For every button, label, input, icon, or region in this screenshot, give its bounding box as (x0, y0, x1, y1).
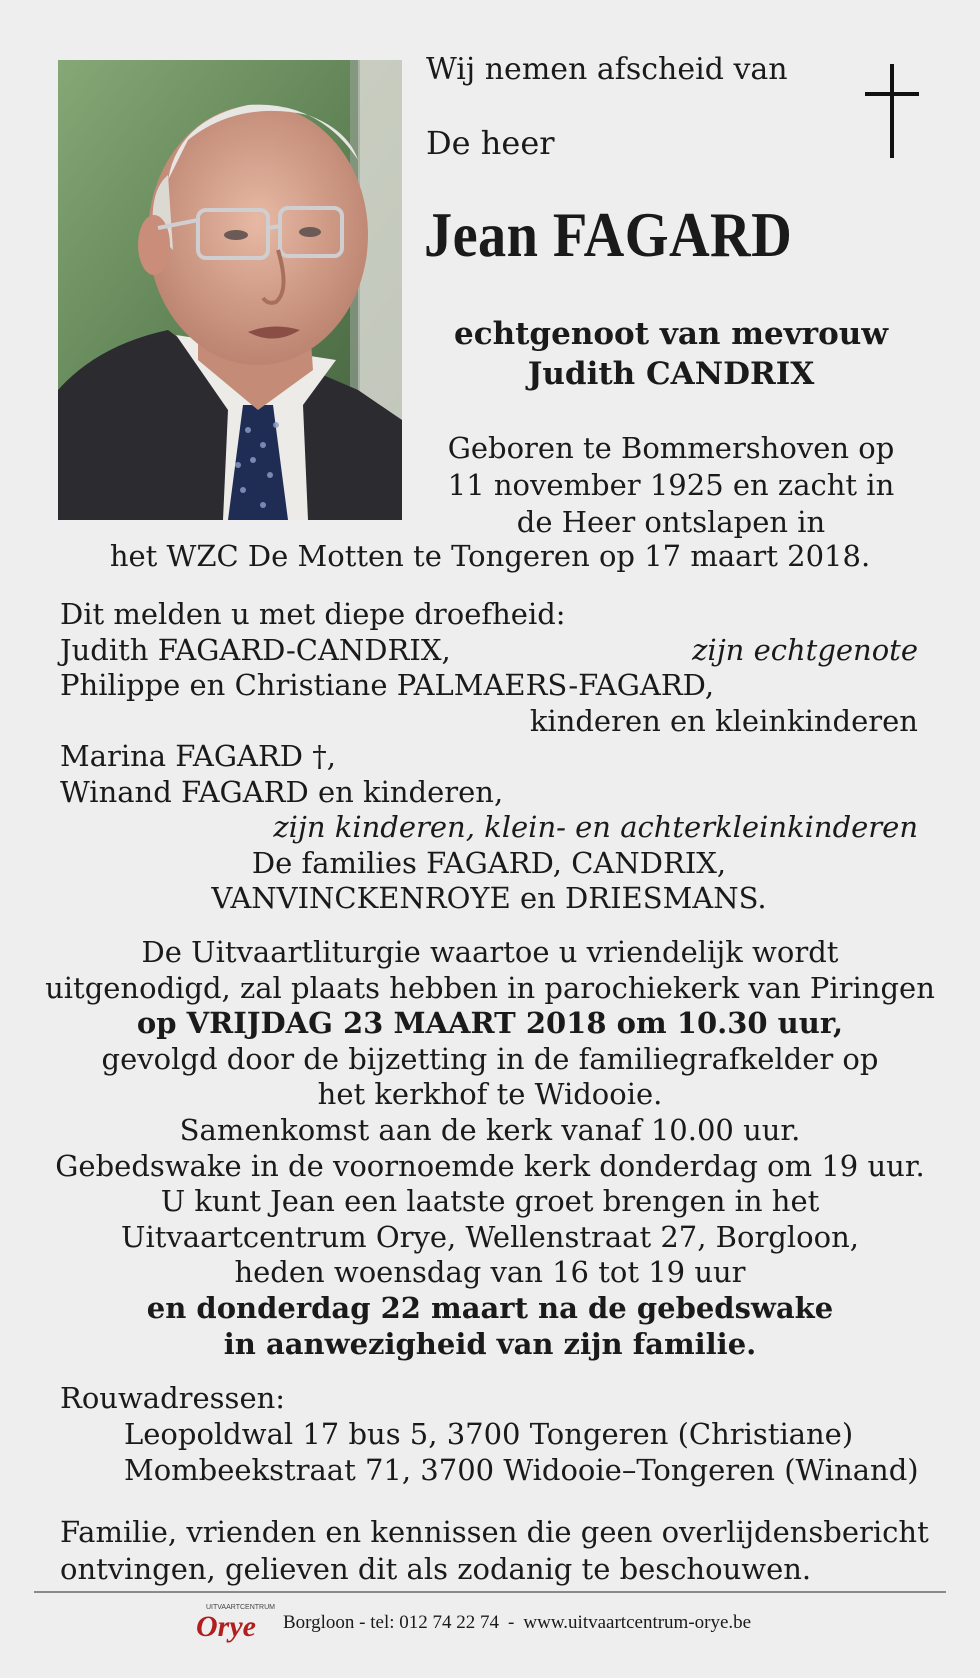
birth-death-block (430, 430, 912, 541)
funeral-details (40, 935, 940, 1362)
portrait-photo (58, 60, 402, 520)
footer-divider (34, 1591, 946, 1593)
address-line: Leopoldwal 17 bus 5, 3700 Tongeren (Christiane) (124, 1417, 854, 1451)
website-link[interactable]: www.uitvaartcentrum-orye.be (523, 1612, 752, 1633)
family-row (60, 810, 918, 846)
family-member: Judith FAGARD-CANDRIX, (60, 632, 451, 667)
relation-label: zijn kinderen, klein- en achterkleinkinderen (273, 810, 918, 844)
family-announcement (60, 597, 918, 917)
liturgy-line: Uitvaartcentrum Orye, Wellenstraat 27, Borgloon, (121, 1219, 859, 1254)
closing-line: Familie, vrienden en kennissen die geen overlijdensbericht (60, 1515, 929, 1549)
funeral-home-footer (0, 1600, 980, 1650)
visitation-line: in aanwezigheid van zijn familie. (223, 1326, 757, 1361)
liturgy-line: uitgenodigd, zal plaats hebben in parochiekerk van Piringen (45, 970, 935, 1005)
address-line: Mombeekstraat 71, 3700 Widooie–Tongeren (Winand) (124, 1453, 919, 1487)
addresses-heading: Rouwadressen: (60, 1381, 286, 1415)
separator: - (508, 1612, 515, 1633)
death-place-line: het WZC De Motten te Tongeren op 17 maart 2018. (109, 539, 871, 573)
family-row (60, 633, 918, 669)
portrait-illustration (58, 60, 402, 520)
family-member: Marina FAGARD †, (60, 739, 336, 773)
logo-wordmark: Orye (196, 1610, 256, 1643)
visitation-line: en donderdag 22 maart na de gebedswake (146, 1290, 834, 1325)
liturgy-line: De Uitvaartliturgie waartoe u vriendelijk wordt (141, 935, 839, 969)
family-row (60, 704, 918, 740)
phone-text: Borgloon - tel: 012 74 22 74 (283, 1612, 500, 1633)
intro-text: Wij nemen afscheid van (426, 52, 788, 87)
spouse-label: echtgenoot van mevrouw (453, 316, 889, 352)
spouse-block (430, 314, 912, 394)
liturgy-line: het kerkhof te Widooie. (317, 1077, 663, 1112)
spouse-name: Judith CANDRIX (527, 356, 815, 392)
deceased-name: Jean FAGARD (424, 199, 793, 270)
family-names: De families FAGARD, CANDRIX, (251, 845, 727, 880)
relation-label: kinderen en kleinkinderen (529, 703, 918, 738)
liturgy-line: Samenkomst aan de kerk vanaf 10.00 uur. (179, 1112, 801, 1147)
condolence-addresses (60, 1380, 919, 1488)
birth-line: 11 november 1925 en zacht in (447, 468, 895, 502)
liturgy-line: Gebedswake in de voornoemde kerk donderdag om 19 uur. (55, 1148, 925, 1183)
announcement-intro: Dit melden u met diepe droefheid: (60, 597, 566, 631)
honorific: De heer (426, 124, 555, 162)
logo-subtitle: UITVAARTCENTRUM (206, 1604, 275, 1611)
liturgy-line: heden woensdag van 16 tot 19 uur (234, 1255, 746, 1290)
contact-info (283, 1612, 751, 1634)
birth-line: Geboren te Bommershoven op (447, 431, 895, 465)
relation-label: zijn echtgenote (692, 632, 918, 667)
cross-icon (865, 64, 919, 158)
birth-line: de Heer ontslapen in (516, 505, 826, 539)
family-member: Philippe en Christiane PALMAERS-FAGARD, (60, 668, 715, 702)
funeral-date: op VRIJDAG 23 MAART 2018 om 10.30 uur, (136, 1006, 844, 1041)
liturgy-line: gevolgd door de bijzetting in de familiegrafkelder op (101, 1041, 879, 1076)
closing-note (60, 1514, 940, 1588)
closing-line: ontvingen, gelieven dit als zodanig te beschouwen. (60, 1552, 812, 1586)
liturgy-line: U kunt Jean een laatste groet brengen in het (160, 1184, 820, 1219)
family-member: Winand FAGARD en kinderen, (60, 774, 504, 809)
family-names: VANVINCKENROYE en DRIESMANS. (211, 881, 767, 915)
